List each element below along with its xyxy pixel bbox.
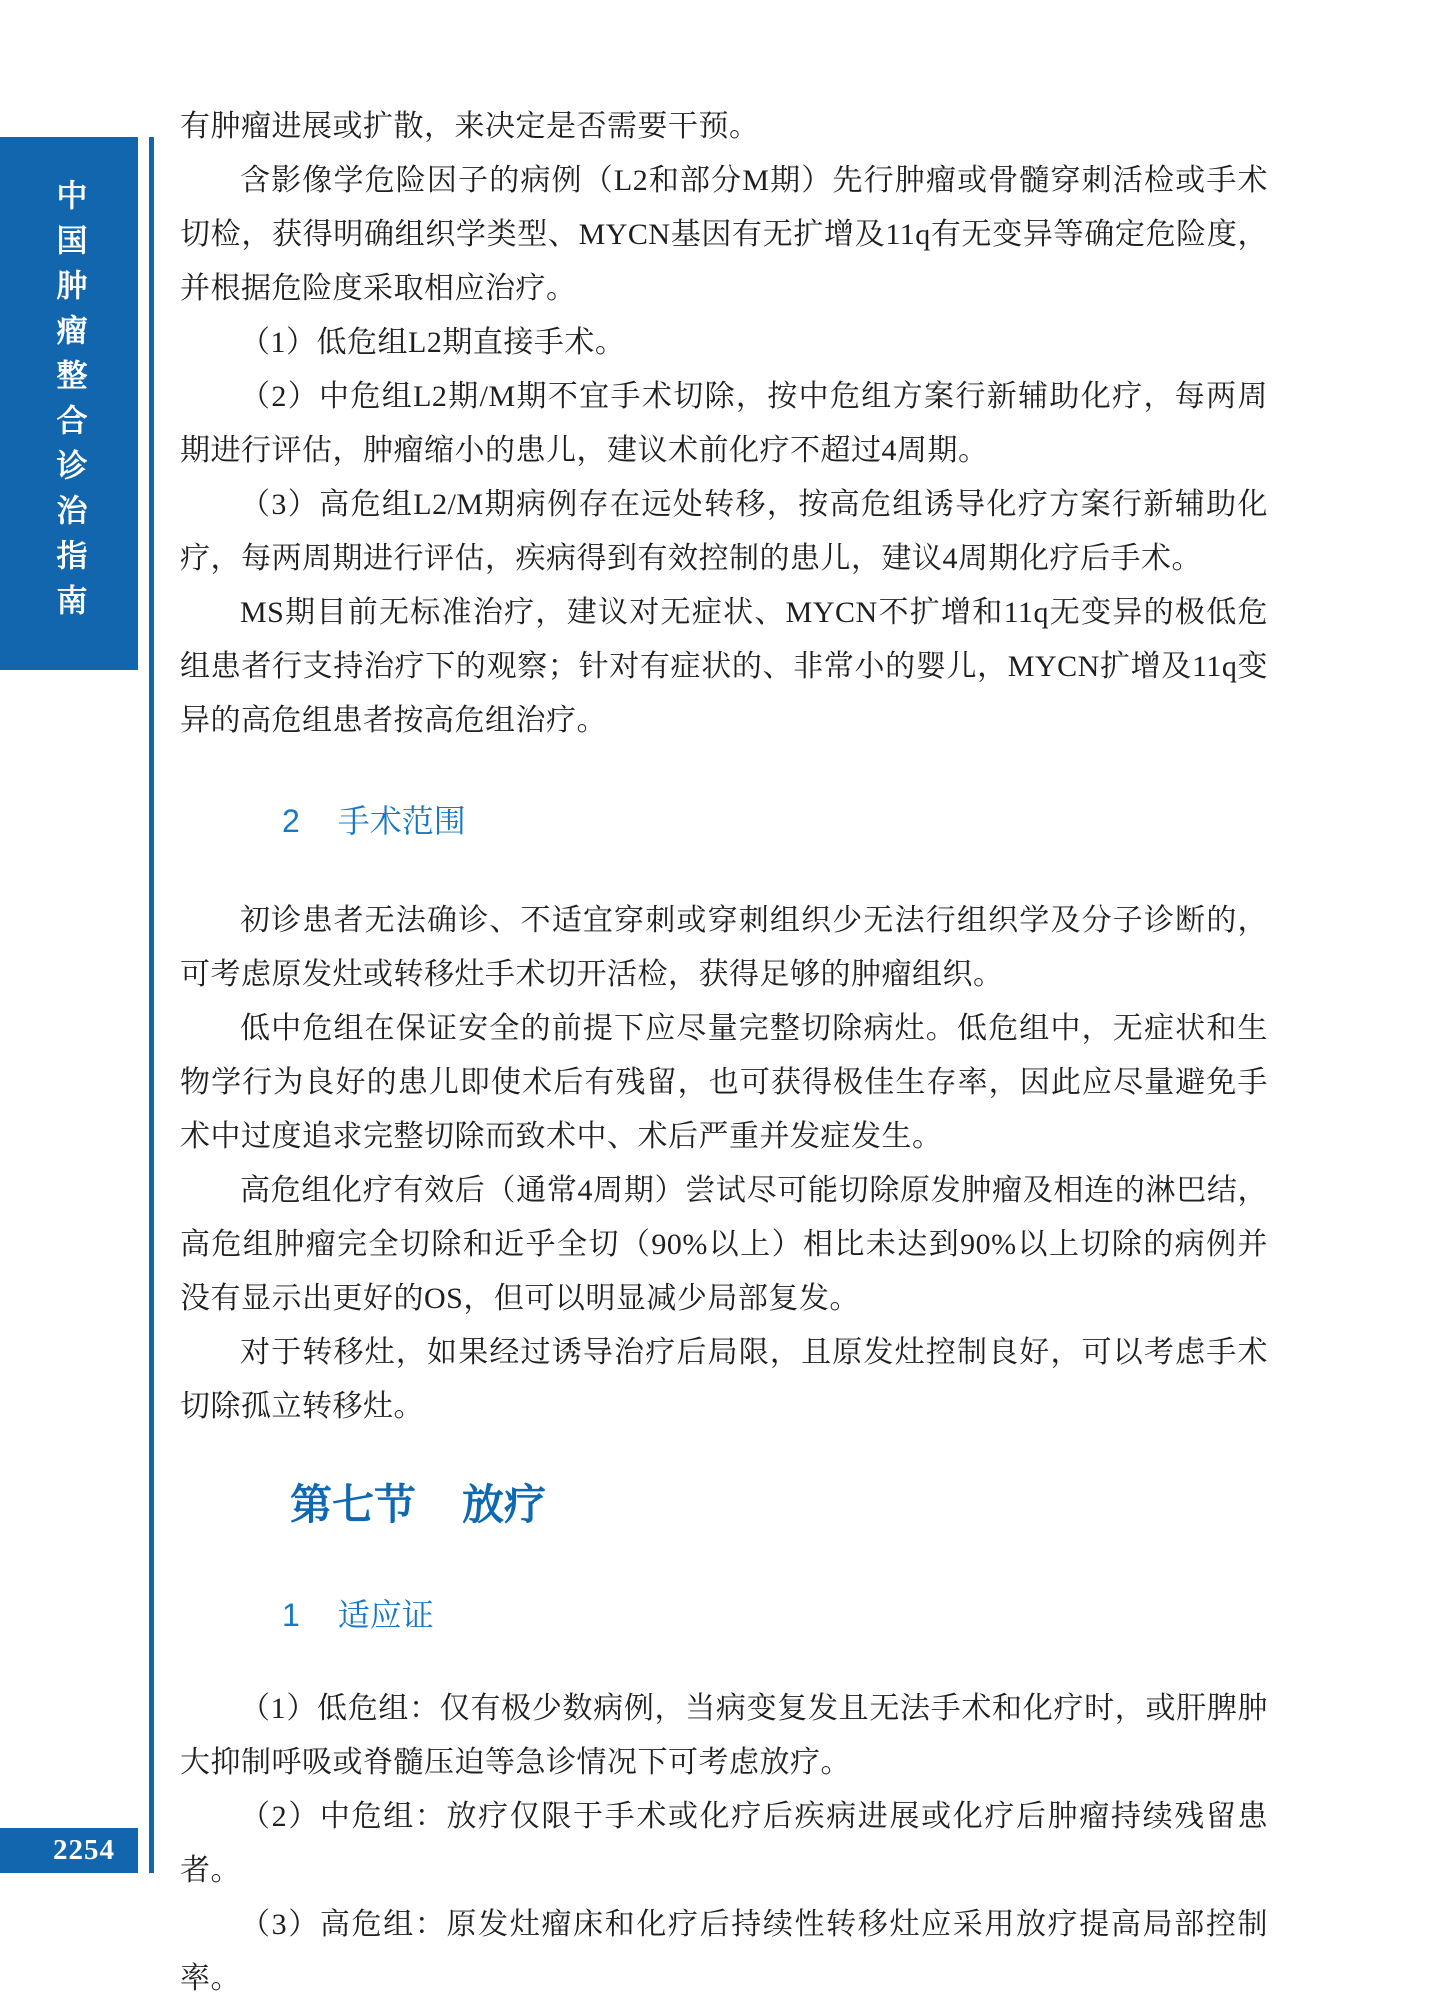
main-text-column — [180, 100, 1268, 2006]
body-paragraph: 初诊患者无法确诊、不适宜穿刺或穿刺组织少无法行组织学及分子诊断的，可考虑原发灶或转移灶手术切开活检，获得足够的肿瘤组织。 — [180, 904, 1268, 991]
body-paragraph: MS期目前无标准治疗，建议对无症状、MYCN不扩增和11q无变异的极低危组患者行支持治疗下的观察；针对有症状的、非常小的婴儿，MYCN扩增及11q变异的高危组患者按高危组治疗。 — [180, 596, 1268, 737]
section-heading-indications — [282, 1588, 1268, 1642]
section-number: 2 — [282, 803, 300, 839]
page-number: 2254 — [53, 1834, 115, 1866]
body-paragraph: 对于转移灶，如果经过诱导治疗后局限，且原发灶控制良好，可以考虑手术切除孤立转移灶。 — [180, 1336, 1268, 1423]
page-number-box — [0, 1828, 138, 1873]
chapter-title: 放疗 — [462, 1483, 547, 1529]
chapter-number: 第七节 — [290, 1483, 417, 1529]
body-paragraph: （1）低危组：仅有极少数病例，当病变复发且无法手术和化疗时，或肝脾肿大抑制呼吸或脊髓压迫等急诊情况下可考虑放疗。 — [180, 1692, 1268, 1779]
body-paragraph: （3）高危组：原发灶瘤床和化疗后持续性转移灶应采用放疗提高局部控制率。 — [180, 1908, 1268, 1995]
chapter-heading-radiotherapy — [290, 1476, 1268, 1536]
body-paragraph: 低中危组在保证安全的前提下应尽量完整切除病灶。低危组中，无症状和生物学行为良好的患儿即使术后有残留，也可获得极佳生存率，因此应尽量避免手术中过度追求完整切除而致术中、术后严重并发症发生。 — [180, 1012, 1268, 1153]
body-paragraph: （2）中危组L2期/M期不宜手术切除，按中危组方案行新辅助化疗，每两周期进行评估，肿瘤缩小的患儿，建议术前化疗不超过4周期。 — [180, 380, 1268, 467]
section-heading-surgery-scope — [282, 794, 1268, 848]
body-paragraph: （3）高危组L2/M期病例存在远处转移，按高危组诱导化疗方案行新辅助化疗，每两周期进行评估，疾病得到有效控制的患儿，建议4周期化疗后手术。 — [180, 488, 1268, 575]
section-title: 手术范围 — [337, 803, 466, 839]
sidebar-vertical-title: 中国肿瘤整合诊治指南 — [51, 179, 87, 629]
body-paragraph: 含影像学危险因子的病例（L2和部分M期）先行肿瘤或骨髓穿刺活检或手术切检，获得明确组织学类型、MYCN基因有无扩增及11q有无变异等确定危险度，并根据危险度采取相应治疗。 — [180, 164, 1268, 305]
body-paragraph: （2）中危组：放疗仅限于手术或化疗后疾病进展或化疗后肿瘤持续残留患者。 — [180, 1800, 1268, 1887]
section-number: 1 — [282, 1597, 300, 1633]
body-paragraph: 有肿瘤进展或扩散，来决定是否需要干预。 — [180, 110, 760, 143]
sidebar-band — [0, 137, 138, 670]
body-paragraph: （1）低危组L2期直接手术。 — [240, 326, 626, 359]
section-title: 适应证 — [337, 1597, 434, 1633]
sidebar-divider-rule — [149, 137, 154, 1873]
body-paragraph: 高危组化疗有效后（通常4周期）尝试尽可能切除原发肿瘤及相连的淋巴结，高危组肿瘤完全切除和近乎全切（90%以上）相比未达到90%以上切除的病例并没有显示出更好的OS，但可以明显减少局部复发。 — [180, 1174, 1268, 1315]
